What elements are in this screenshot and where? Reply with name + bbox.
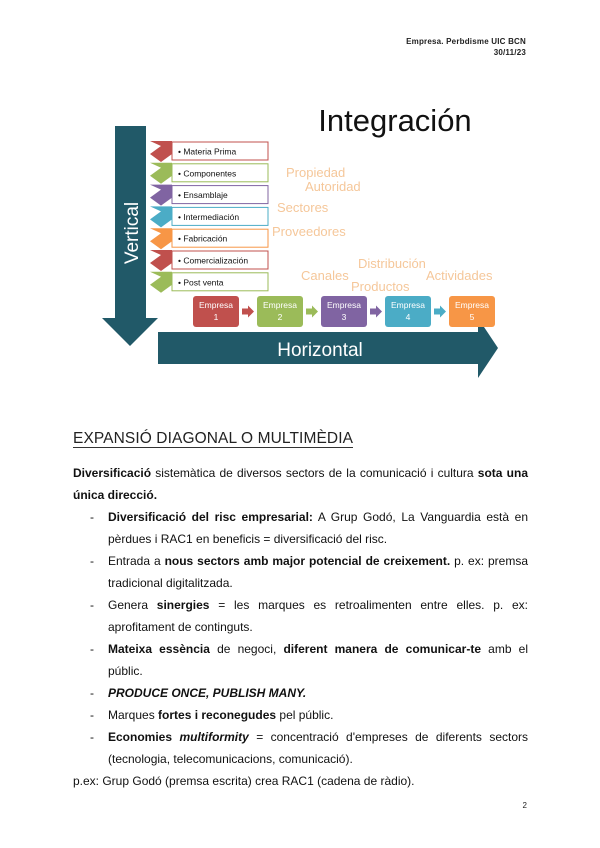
floating-word: Productos bbox=[351, 279, 410, 294]
bullet-text: A Grup Godó, La Vanguardia està en pèrdues i RAC1 en beneficis = diversificació del risc. bbox=[108, 510, 528, 546]
page-header bbox=[406, 36, 526, 58]
bullet-text: pel públic. bbox=[276, 708, 334, 722]
stage-label: • Intermediación bbox=[178, 211, 240, 222]
company-label: Empresa bbox=[454, 300, 490, 310]
bullet-text: Marques bbox=[108, 708, 159, 722]
stage-label: • Ensamblaje bbox=[178, 190, 228, 201]
floating-word: Actividades bbox=[426, 268, 493, 283]
floating-word: Canales bbox=[301, 268, 349, 283]
list-item bbox=[73, 726, 528, 770]
bullet-text: sinergies bbox=[156, 598, 210, 612]
floating-word: Proveedores bbox=[272, 224, 346, 239]
list-item bbox=[73, 594, 528, 638]
flow-arrow-icon bbox=[306, 306, 318, 318]
intro-bold-2: sota una única direcció. bbox=[73, 466, 528, 502]
bullet-list bbox=[73, 506, 528, 770]
body-text bbox=[73, 462, 528, 792]
bullet-text: amb el públic. bbox=[108, 642, 529, 678]
outro-paragraph: p.ex: Grup Godó (premsa escrita) crea RAC1 (cadena de ràdio). bbox=[73, 774, 415, 788]
stage-chevron-icon bbox=[150, 141, 172, 162]
list-item bbox=[73, 638, 528, 682]
stage-chevron-icon bbox=[150, 163, 172, 184]
floating-word: Sectores bbox=[277, 200, 329, 215]
floating-word: Autoridad bbox=[305, 179, 361, 194]
company-label: Empresa bbox=[262, 300, 298, 310]
integration-diagram bbox=[100, 98, 500, 380]
stage-chevron-icon bbox=[150, 228, 172, 249]
header-date: 30/11/23 bbox=[493, 48, 526, 57]
intro-text: sistemàtica de diversos sectors de la comunicació i cultura bbox=[151, 466, 478, 480]
bullet-text: de negoci, bbox=[209, 642, 284, 656]
stage-label: • Materia Prima bbox=[178, 146, 237, 157]
company-number: 3 bbox=[341, 312, 347, 322]
bullet-text: fortes i reconegudes bbox=[158, 708, 277, 722]
stage-label: • Fabricación bbox=[178, 233, 228, 244]
diagram-title: Integración bbox=[318, 103, 472, 138]
section-title: EXPANSIÓ DIAGONAL O MULTIMÈDIA bbox=[73, 430, 354, 447]
stage-label: • Comercialización bbox=[178, 255, 249, 266]
stage-chevron-icon bbox=[150, 250, 172, 271]
floating-word: Propiedad bbox=[286, 165, 346, 180]
stage-chevron-icon bbox=[150, 272, 172, 293]
bullet-text: Entrada a bbox=[108, 554, 165, 568]
flow-arrow-icon bbox=[434, 306, 446, 318]
stage-label: • Componentes bbox=[178, 168, 237, 179]
bullet-text: Genera bbox=[108, 598, 157, 612]
bullet-text: diferent manera de comunicar-te bbox=[283, 642, 481, 656]
company-label: Empresa bbox=[198, 300, 234, 310]
intro-paragraph bbox=[73, 462, 528, 506]
company-number: 5 bbox=[469, 312, 475, 322]
company-label: Empresa bbox=[326, 300, 362, 310]
floating-word: Distribución bbox=[358, 256, 426, 271]
list-item bbox=[73, 506, 528, 550]
bullet-text: = les marques es retroalimenten entre elles. p. ex: aprofitament de continguts. bbox=[108, 598, 528, 634]
list-item bbox=[73, 704, 528, 726]
bullet-text: Economies bbox=[108, 730, 180, 744]
company-label: Empresa bbox=[390, 300, 426, 310]
list-item bbox=[73, 682, 528, 704]
header-line-1: Empresa. Perbdisme UIC BCN bbox=[406, 37, 526, 46]
bullet-text: = concentració d'empreses de diferents sectors (tecnologia, telecomunicacions, comunicació). bbox=[108, 730, 528, 766]
stage-chevron-icon bbox=[150, 185, 172, 206]
company-number: 1 bbox=[213, 312, 219, 322]
company-number: 2 bbox=[277, 312, 283, 322]
stage-chevron-icon bbox=[150, 206, 172, 227]
vertical-label: Vertical bbox=[122, 201, 143, 265]
bullet-text: p. ex: premsa tradicional digitalitzada. bbox=[108, 554, 529, 590]
flow-arrow-icon bbox=[370, 306, 382, 318]
bullet-text: nous sectors amb major potencial de creixement. bbox=[164, 554, 451, 568]
bullet-text: multiformity bbox=[179, 730, 249, 744]
horizontal-label: Horizontal bbox=[277, 340, 363, 361]
flow-arrow-icon bbox=[242, 306, 254, 318]
bullet-text: Mateixa essència bbox=[108, 642, 210, 656]
list-item bbox=[73, 550, 528, 594]
intro-bold-1: Diversificació bbox=[73, 466, 152, 480]
page-number: 2 bbox=[522, 801, 527, 810]
bullet-text: Diversificació del risc empresarial: bbox=[108, 510, 313, 524]
stage-label: • Post venta bbox=[178, 277, 224, 288]
company-number: 4 bbox=[405, 312, 411, 322]
bullet-text: PRODUCE ONCE, PUBLISH MANY. bbox=[108, 686, 307, 700]
